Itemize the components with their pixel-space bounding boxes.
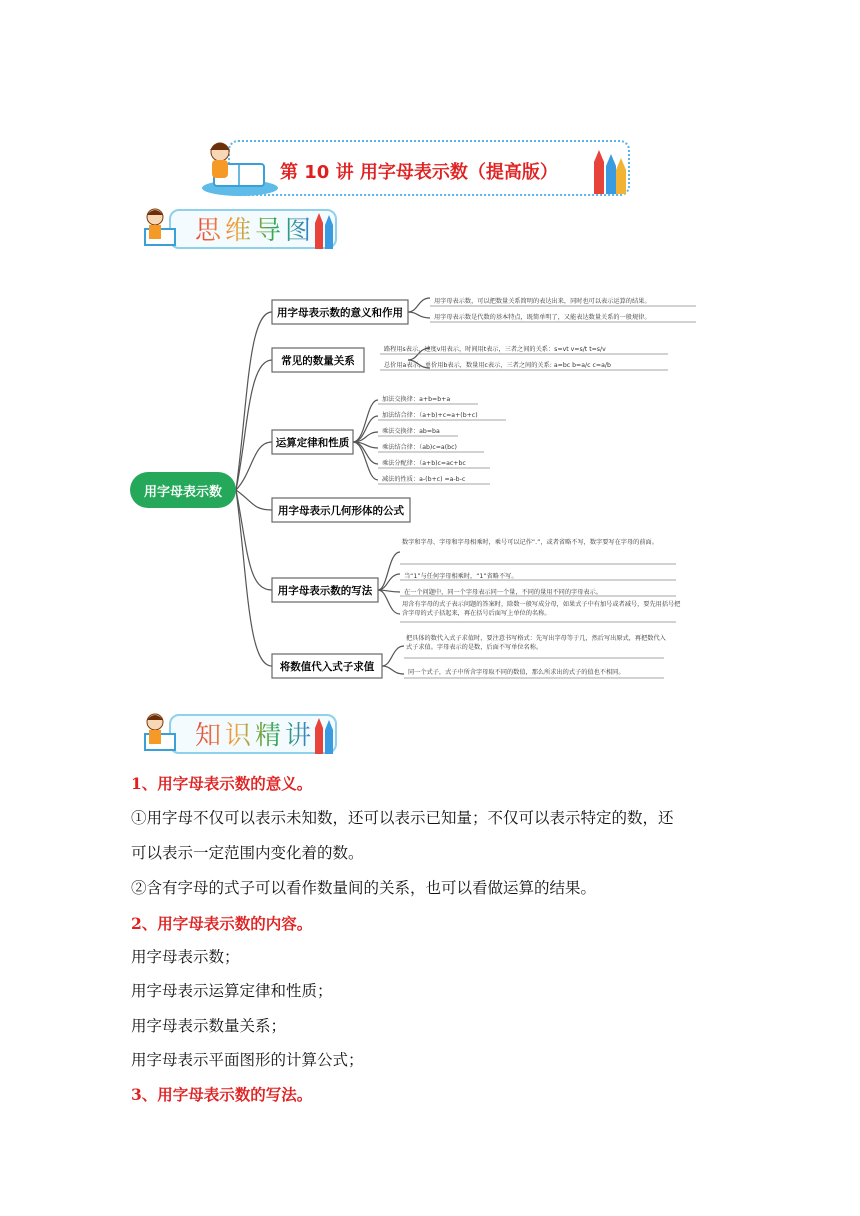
mind-map-root [130,472,236,508]
list-item: 用字母表示平面图形的计算公式； [131,1051,364,1069]
heading-2: 2、用字母表示数的内容。 [131,914,313,933]
leaf: 当“1”与任何字母相乘时，“1”省略不写。 [404,573,518,580]
branch-2 [272,348,364,372]
leaf-texts [382,297,651,483]
pencils-icon [313,716,337,756]
pencils-icon [588,146,628,196]
heading-3: 3、用字母表示数的写法。 [131,1085,313,1104]
leaf: 加法结合律：（a+b)+c=a+(b+c) [382,412,478,419]
section-banner-mindmap [137,205,337,251]
leaf: 用字母表示数，可以把数量关系简明的表达出来，同时也可以表示运算的结果。 [434,298,651,305]
branch-4 [272,498,410,522]
leaf: 用含有字母的式子表示问题的答案时，除数一般写成分母，如果式子中有加号或者减号，要先用括号把含字母的式子括起来，再在括号后面写上单位的名称。 [402,601,681,617]
student-icon [137,205,187,251]
mind-map [128,282,700,682]
leaf: 数字和字母、字母和字母相乘时，乘号可以记作“.”，或者省略不写，数字要写在字母的前面。 [402,539,658,546]
leaf: 加法交换律：a+b=b+a [382,396,451,403]
leaf: 用字母表示数是代数的基本特点，既简单明了，又能表达数量关系的一般规律。 [434,314,651,321]
leaf-wrap [402,600,682,624]
leaf-wrap [406,634,668,658]
branch-5 [272,578,378,602]
list-item: 用字母表示运算定律和性质； [131,982,333,1000]
branch-1 [272,300,408,324]
leaf: 在一个问题中，同一个字母表示同一个量，不同的量用不同的字母表示。 [404,589,602,596]
svg-text:用字母表示几何形体的公式: 用字母表示几何形体的公式 [278,505,404,517]
svg-text:运算定律和性质: 运算定律和性质 [275,437,350,449]
section-title-mindmap: 思维导图 [195,216,316,246]
leaf: 同一个式子，式子中所含字母取不同的数值，那么所求出的式子的值也不相同。 [408,669,625,676]
svg-text:常见的数量关系: 常见的数量关系 [281,355,355,367]
student-icon [137,710,187,756]
branch-3 [272,430,353,454]
leaf: 减法的性质：a-(b+c) =a-b-c [382,476,466,483]
title-banner [200,140,628,194]
leaf: 乘法分配律：（a+b)c=ac+bc [382,460,466,467]
leaf: 乘法交换律：ab=ba [382,428,440,435]
section-banner-knowledge [137,710,337,756]
paragraph: ②含有字母的式子可以看作数量间的关系，也可以看做运算的结果。 [131,879,597,897]
svg-text:将数值代入式子求值: 将数值代入式子求值 [279,661,375,673]
svg-text:用字母表示数: 用字母表示数 [143,485,223,500]
section-title-knowledge: 知识精讲 [195,721,316,751]
svg-text:用字母表示数的意义和作用: 用字母表示数的意义和作用 [277,307,403,319]
leaf: 总价用a表示，单价用b表示，数量用c表示，三者之间的关系: a=bc b=a/c c=a/b [384,362,611,369]
leaf-wrap [402,538,682,564]
heading-1: 1、用字母表示数的意义。 [131,774,313,793]
pencils-icon [313,211,337,251]
list-item: 用字母表示数量关系； [131,1017,287,1035]
leaf: 把具体的数代入式子求值时，要注意书写格式：先写出字母等于几，然后写出原式，再把数代入式子求值。字母表示的是数，后面不写单位名称。 [406,635,666,651]
leaf: 乘法结合律：（ab)c=a(bc) [382,444,457,451]
svg-text:用字母表示数的写法: 用字母表示数的写法 [277,585,373,597]
girl-reading-icon [188,138,280,198]
branch-6 [272,654,382,678]
leaf: 路程用s表示，速度v用表示，时间用t表示，三者之间的关系：s=vt v=s/t t=s/v [384,346,606,353]
list-item: 用字母表示数； [131,948,240,966]
paragraph: ①用字母不仅可以表示未知数，还可以表示已知量；不仅可以表示特定的数，还 [131,809,674,827]
page-title: 第 10 讲 用字母表示数（提高版） [280,162,558,183]
paragraph: 可以表示一定范围内变化着的数。 [131,844,364,862]
